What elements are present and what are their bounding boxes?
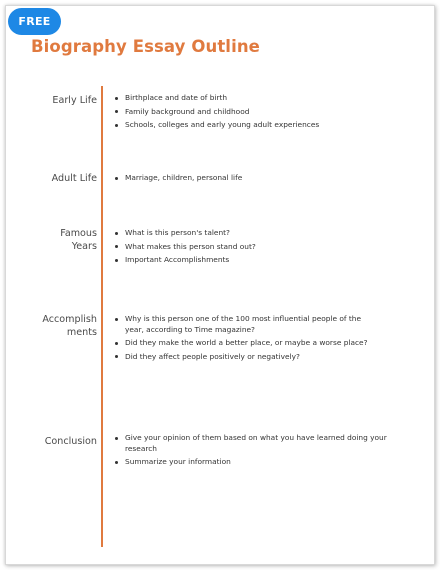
section-list-accomplishments	[113, 314, 381, 365]
list-item: Birthplace and date of birth	[113, 93, 403, 104]
free-badge: FREE	[8, 8, 61, 35]
list-item: Family background and childhood	[113, 107, 403, 118]
list-item: Schools, colleges and early young adult experiences	[113, 120, 403, 131]
section-list-famous-years	[113, 228, 403, 269]
list-item: Why is this person one of the 100 most influential people of the year, according to Time magazine?	[113, 314, 381, 335]
section-label-famous-years: Famous Years	[60, 228, 97, 252]
section-label-early-life: Early Life	[52, 95, 97, 106]
list-item: Give your opinion of them based on what you have learned doing your research	[113, 433, 393, 454]
section-list-conclusion	[113, 433, 393, 471]
list-item: Did they affect people positively or negatively?	[113, 352, 381, 363]
document-title: Biography Essay Outline	[31, 37, 260, 56]
section-list-adult-life	[113, 173, 403, 187]
list-item: What makes this person stand out?	[113, 242, 403, 253]
section-label-conclusion: Conclusion	[44, 436, 97, 447]
section-label-adult-life: Adult Life	[51, 173, 97, 184]
section-label-accomplishments: Accomplishments	[42, 314, 97, 338]
document-page	[5, 5, 435, 565]
timeline-divider	[101, 86, 103, 547]
list-item: Summarize your information	[113, 457, 393, 468]
list-item: Did they make the world a better place, or maybe a worse place?	[113, 338, 381, 349]
list-item: Marriage, children, personal life	[113, 173, 403, 184]
list-item: What is this person's talent?	[113, 228, 403, 239]
section-list-early-life	[113, 93, 403, 134]
list-item: Important Accomplishments	[113, 255, 403, 266]
